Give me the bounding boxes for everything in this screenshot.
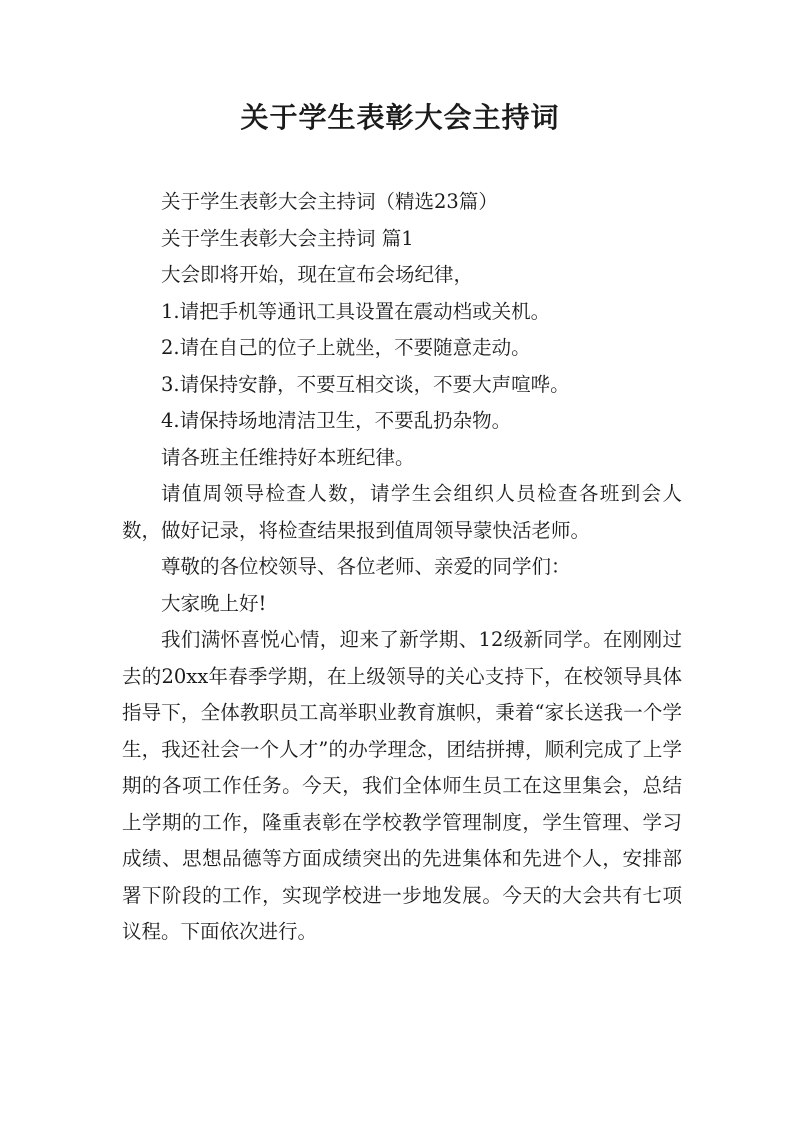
paragraph: 我们满怀喜悦心情，迎来了新学期、12级新同学。在刚刚过去的20xx年春季学期，在上级领导的关心支持下，在校领导具体指导下，全体教职员工高举职业教育旗帜，秉着“家长送我一个学生，我还社会一个人才”的办学理念，团结拼搏，顺利完成了上学期的各项工作任务。今天，我们全体师生员工在这里集会，总结上学期的工作，隆重表彰在学校教学管理制度，学生管理、学习成绩、思想品德等方面成绩突出的先进集体和先进个人，安排部署下阶段的工作，实现学校进一步地发展。今天的大会共有七项议程。下面依次进行。 [122, 628, 682, 943]
document-title: 关于学生表彰大会主持词 [240, 101, 560, 134]
paragraph: 请值周领导检查人数，请学生会组织人员检查各班到会人数，做好记录，将检查结果报到值周领导蒙快活老师。 [122, 482, 682, 542]
rule-item: 2.请在自己的位子上就坐，不要随意走动。 [161, 336, 531, 359]
paragraph: 请各班主任维持好本班纪律。 [161, 445, 415, 469]
rule-item: 4.请保持场地清洁卫生，不要乱扔杂物。 [161, 409, 512, 432]
paragraph-greeting: 尊敬的各位校领导、各位老师、亲爱的同学们： [161, 555, 571, 578]
rule-item: 1.请把手机等通讯工具设置在震动档或关机。 [161, 299, 551, 323]
document-body [122, 184, 682, 951]
paragraph-heading: 关于学生表彰大会主持词（精选23篇） [161, 190, 498, 213]
paragraph-greeting: 大家晚上好! [161, 591, 267, 615]
paragraph: 大会即将开始，现在宣布会场纪律， [161, 263, 474, 286]
paragraph-section-title: 关于学生表彰大会主持词 篇1 [161, 226, 414, 250]
rule-item: 3.请保持安静，不要互相交谈，不要大声喧哗。 [161, 372, 570, 396]
